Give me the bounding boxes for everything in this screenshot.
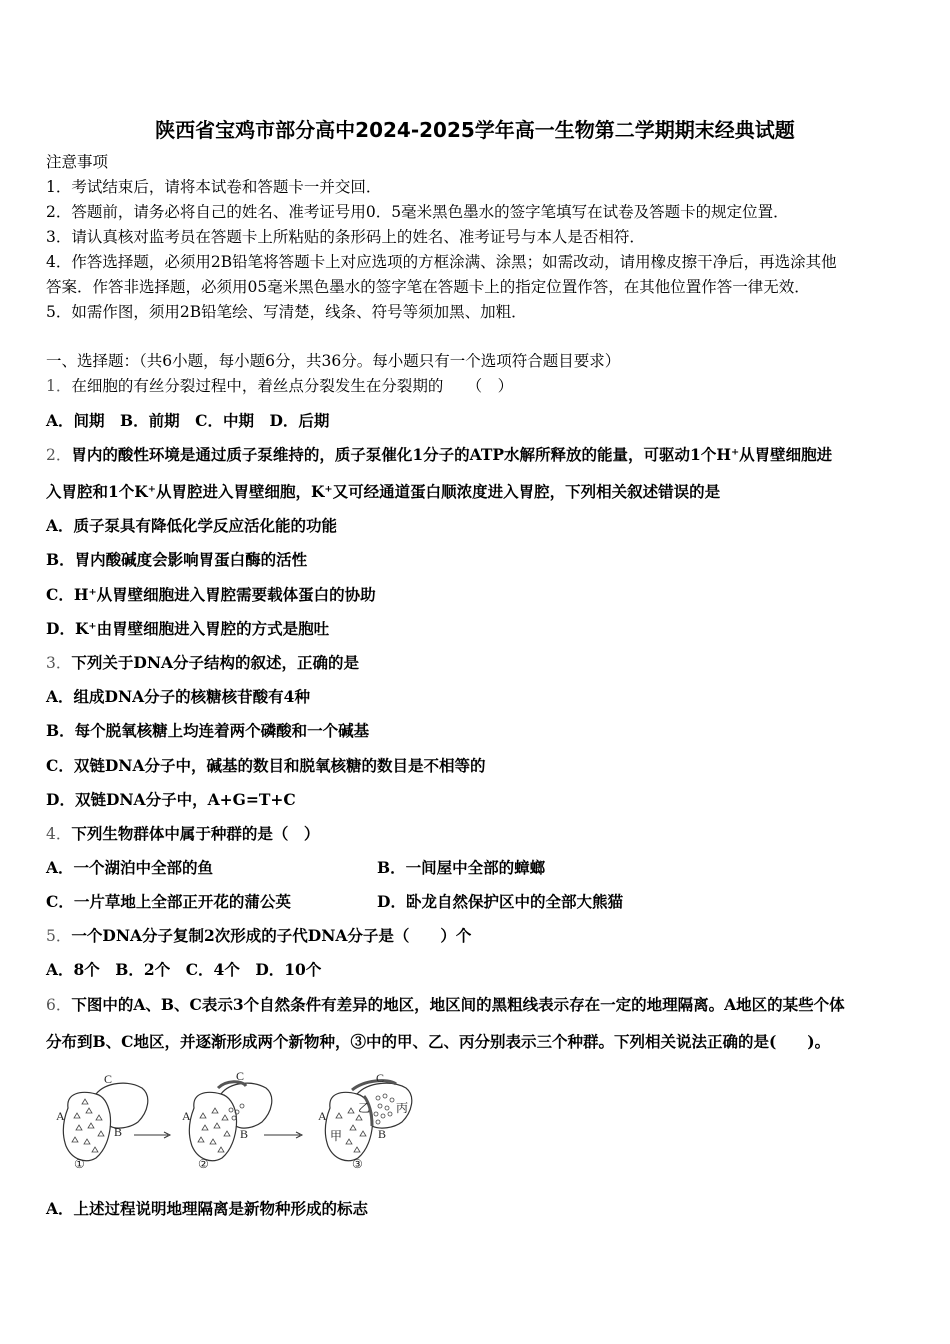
option-a: A．质子泵具有降低化学反应活化能的功能: [46, 516, 338, 535]
option-d: D．卧龙自然保护区中的全部大熊猫: [377, 892, 623, 911]
question-stem: 下图中的A、B、C表示3个自然条件有差异的地区，地区间的黑粗线表示存在一定的地理隔离。A地区的某些个体: [71, 995, 845, 1014]
label-a: A: [182, 1109, 191, 1123]
species-bing: 丙: [396, 1101, 409, 1115]
note-1: 1．考试结束后，请将本试卷和答题卡一并交回．: [46, 178, 382, 196]
question-number: 2．: [46, 446, 72, 464]
option-a: A．组成DNA分子的核糖核苷酸有4种: [46, 687, 310, 706]
question-number: 4．: [46, 825, 72, 843]
option-d: D．双链DNA分子中，A+G=T+C: [46, 790, 296, 809]
notes-heading: 注意事项: [46, 153, 109, 171]
note-5: 5．如需作图，须用2B铅笔绘、写清楚，线条、符号等须加黑、加粗．: [46, 303, 527, 321]
question-1: [46, 376, 513, 396]
question-5: [46, 926, 471, 946]
option-b: B．胃内酸碱度会影响胃蛋白酶的活性: [46, 550, 308, 569]
question-3: [46, 653, 359, 673]
option-d: D．K⁺由胃壁细胞进入胃腔的方式是胞吐: [46, 619, 330, 638]
option-c: C．双链DNA分子中，碱基的数目和脱氧核糖的数目是不相等的: [46, 756, 486, 775]
label-c: C: [376, 1071, 385, 1085]
panel-3: [318, 1071, 412, 1171]
question-5-options: A．8个 B．2个 C．4个 D．10个: [46, 960, 322, 979]
option-a: A．一个湖泊中全部的鱼: [46, 858, 214, 877]
option-c: C．一片草地上全部正开花的蒲公英: [46, 892, 291, 911]
question-number: 1．: [46, 377, 72, 395]
note-4b: 答案．作答非选择题，必须用05毫米黑色墨水的签字笔在答题卡上的指定位置作答，在其他位置作答一律无效．: [46, 278, 810, 296]
species-yi: 乙: [358, 1101, 371, 1115]
label-c: C: [104, 1072, 113, 1086]
question-6-stem-cont: 分布到B、C地区，并逐渐形成两个新物种，③中的甲、乙、丙分别表示三个种群。下列相关说法正确的是( )。: [46, 1032, 831, 1051]
question-number: 5．: [46, 927, 72, 945]
question-number: 6．: [46, 996, 72, 1014]
question-1-options: A．间期 B．前期 C．中期 D．后期: [46, 411, 330, 430]
page-title: 陕西省宝鸡市部分高中2024-2025学年高一生物第二学期期末经典试题: [155, 118, 795, 142]
question-stem: 下列关于DNA分子结构的叙述，正确的是: [71, 653, 360, 672]
label-b: B: [114, 1125, 123, 1139]
label-a: A: [56, 1109, 65, 1123]
option-b: B．每个脱氧核糖上均连着两个磷酸和一个碱基: [46, 721, 370, 740]
label-b: B: [240, 1127, 249, 1141]
option-b: B．一间屋中全部的蟑螂: [377, 858, 546, 877]
panel-1: [56, 1072, 148, 1171]
label-b: B: [378, 1127, 387, 1141]
label-a: A: [318, 1109, 327, 1123]
section-heading: 一、选择题：（共6小题，每小题6分，共36分。每小题只有一个选项符合题目要求）: [46, 352, 621, 370]
species-jia: 甲: [330, 1129, 343, 1143]
caption-2: ②: [198, 1157, 209, 1171]
caption-1: ①: [74, 1157, 85, 1171]
label-c: C: [236, 1069, 245, 1083]
question-stem: 下列生物群体中属于种群的是（ ）: [71, 824, 320, 843]
option-c: C．H⁺从胃壁细胞进入胃腔需要载体蛋白的协助: [46, 585, 376, 604]
question-2-stem-cont: 入胃腔和1个K⁺从胃腔进入胃壁细胞，K⁺又可经通道蛋白顺浓度进入胃腔，下列相关叙述错误的是: [46, 482, 721, 501]
question-number: 3．: [46, 654, 72, 672]
option-a: A．上述过程说明地理隔离是新物种形成的标志: [46, 1199, 369, 1218]
note-3: 3．请认真核对监考员在答题卡上所粘贴的条形码上的姓名、准考证号与本人是否相符．: [46, 228, 645, 246]
note-4a: 4．作答选择题，必须用2B铅笔将答题卡上对应选项的方框涂满、涂黑；如需改动，请用橡皮擦干净后，再选涂其他: [46, 253, 837, 271]
caption-3: ③: [352, 1157, 363, 1171]
question-4: [46, 824, 319, 844]
question-stem: 胃内的酸性环境是通过质子泵维持的，质子泵催化1分子的ATP水解所释放的能量，可驱动1个H⁺从胃壁细胞进: [71, 445, 833, 464]
question-2: [46, 445, 832, 465]
question-stem: 一个DNA分子复制2次形成的子代DNA分子是（ ）个: [71, 926, 472, 945]
question-6: [46, 995, 845, 1015]
panel-2: [182, 1069, 272, 1171]
speciation-diagram: [46, 1068, 426, 1178]
question-stem: 在细胞的有丝分裂过程中，着丝点分裂发生在分裂期的 （ ）: [71, 377, 514, 395]
note-2: 2．答题前，请务必将自己的姓名、准考证号用0．5毫米黑色墨水的签字笔填写在试卷及答题卡的规定位置．: [46, 203, 789, 221]
